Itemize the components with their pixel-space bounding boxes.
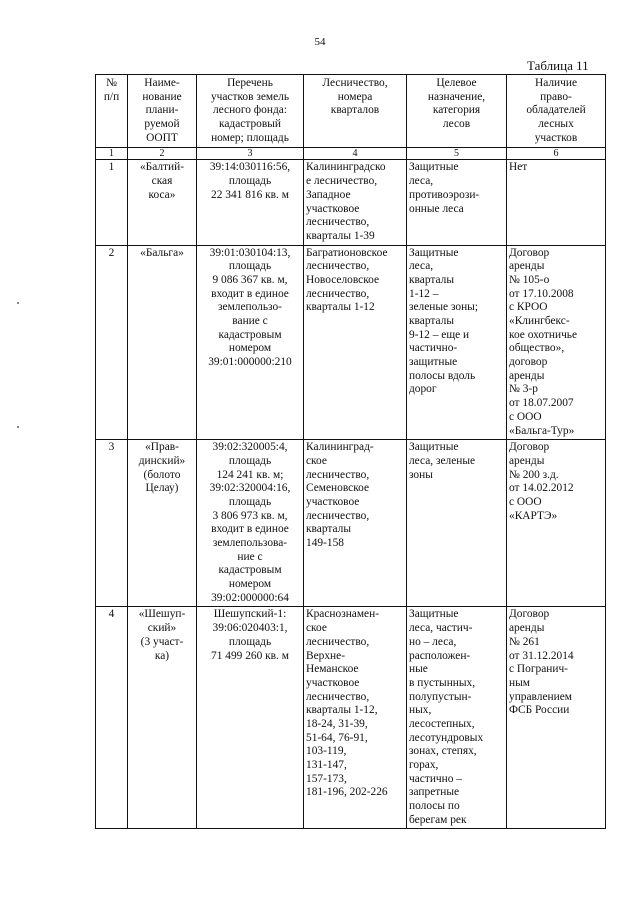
cell-line: Договор: [509, 608, 550, 621]
cell-line: 149-158: [306, 537, 344, 549]
cell-line: ское: [306, 454, 327, 467]
cell-line: Защитные: [409, 441, 459, 454]
cell-line: категория: [432, 104, 481, 117]
cell-line: номер; площадь: [211, 131, 289, 144]
cell-line: 51-64, 76-91,: [306, 731, 368, 744]
cell-line: 124 241 кв. м;: [216, 468, 284, 481]
cell-line: аренды: [509, 260, 545, 273]
cell-line: право-: [540, 90, 572, 103]
column-number-row: [96, 148, 606, 160]
cell-line: Верхне-: [306, 649, 345, 662]
cell-line: 18-24, 31-39,: [306, 717, 368, 730]
cell-line: Семеновское: [306, 482, 370, 495]
cell-line: аренды: [509, 454, 545, 467]
cell-line: участковое: [306, 676, 360, 689]
cell-line: 1: [108, 161, 115, 174]
cell-line: «КАРТЭ»: [509, 509, 558, 522]
cell-line: кварталы 1-12,: [306, 704, 378, 717]
cell-line: ское: [306, 622, 327, 635]
cell-line: участков: [534, 131, 578, 144]
cell-line: 22 341 816 кв. м: [211, 188, 289, 201]
oopt-table: [95, 74, 606, 829]
cell-line: участковое: [306, 495, 360, 508]
cell-line: 71 499 260 кв. м: [211, 649, 289, 662]
cell-line: лесотундровых: [409, 731, 484, 744]
row-number-cell: [96, 245, 128, 440]
cell-line: леса,: [409, 260, 434, 273]
cell-line: Защитные: [409, 161, 459, 174]
cell-line: Договор: [509, 246, 550, 259]
cell-line: лесов: [442, 118, 471, 131]
plots-cell: [197, 245, 304, 440]
cell-line: лесничество,: [306, 509, 370, 522]
cell-line: запретные: [409, 786, 460, 799]
cell-line: 1-12 –: [409, 287, 439, 300]
cell-line: Наличие: [534, 77, 578, 89]
cell-line: ская: [151, 175, 173, 188]
forestry-cell: [304, 245, 407, 440]
cell-line: входит в единое: [211, 523, 289, 536]
cell-line: Защитные: [409, 246, 459, 259]
cell-line: кварталы 1-12: [306, 301, 375, 314]
cell-line: кадастровым: [218, 564, 282, 577]
cell-line: лесничество,: [306, 216, 370, 229]
cell-line: ский»: [147, 622, 177, 635]
cell-line: участковое: [306, 202, 360, 215]
cell-line: 9 086 367 кв. м,: [212, 273, 288, 286]
cell-line: полупустын-: [409, 690, 472, 703]
table-caption: Таблица 11: [527, 58, 589, 73]
cell-line: с ООО: [509, 495, 542, 508]
cell-line: № 200 з.д.: [509, 468, 559, 481]
purpose-cell: [407, 440, 507, 607]
cell-line: онные леса: [409, 202, 464, 215]
column-name-header: [128, 75, 197, 148]
cell-line: динский»: [138, 454, 186, 467]
plots-cell: [197, 440, 304, 607]
cell-line: лесничество,: [306, 468, 370, 481]
table-row: [96, 607, 606, 829]
cell-line: Багратионовское: [306, 246, 388, 259]
cell-line: ка): [154, 649, 170, 662]
cell-line: площадь: [228, 260, 272, 273]
cell-line: (болото: [143, 468, 181, 481]
cell-line: лесостепных,: [409, 717, 475, 730]
cell-line: Новоселовское: [306, 273, 380, 286]
cell-line: Договор: [509, 441, 550, 454]
cell-line: ФСБ России: [509, 704, 570, 717]
cell-line: п/п: [103, 90, 120, 103]
purpose-cell: [407, 607, 507, 829]
cell-line: 39:01:000000:210: [208, 356, 292, 369]
cell-line: Нет: [509, 161, 528, 174]
purpose-cell: [407, 160, 507, 245]
cell-line: ных,: [409, 704, 432, 717]
cell-line: № 3-р: [509, 383, 538, 396]
cell-line: леса, частич-: [409, 622, 473, 635]
cell-line: с КРОО: [509, 301, 548, 314]
table-row: [96, 245, 606, 440]
table-row: [96, 440, 606, 607]
cell-line: Шешупский-1:: [213, 608, 287, 621]
cell-line: лесного фонда:: [213, 104, 287, 117]
forestry-cell: [304, 440, 407, 607]
cell-line: зеленые зоны;: [409, 301, 478, 314]
cell-line: участков земель: [210, 90, 290, 103]
page-number: 54: [314, 36, 326, 48]
purpose-cell: [407, 245, 507, 440]
cell-line: кадастровым: [218, 328, 282, 341]
cell-line: от 18.07.2007: [509, 397, 574, 410]
column-index: 3: [197, 148, 304, 160]
cell-line: №: [106, 77, 117, 89]
cell-line: номером: [228, 578, 272, 591]
column-plots-header: [197, 75, 304, 148]
column-number-header: [96, 75, 128, 148]
cell-line: 39:14:030116:56,: [209, 161, 291, 174]
cell-line: защитные: [409, 356, 458, 369]
row-number-cell: [96, 160, 128, 245]
cell-line: руемой: [144, 118, 180, 131]
cell-line: Целевое: [436, 77, 477, 89]
cell-line: Лесничество,: [322, 77, 388, 89]
forestry-cell: [304, 160, 407, 245]
cell-line: «Бальга»: [140, 246, 184, 259]
owners-cell: [507, 160, 606, 245]
cell-line: обладателей: [526, 104, 586, 117]
cell-line: лесничество,: [306, 635, 370, 648]
column-index: 4: [304, 148, 407, 160]
cell-line: зонах, степях,: [409, 745, 477, 758]
cell-line: Западное: [306, 188, 351, 201]
margin-mark: [17, 426, 19, 428]
cell-line: «Прав-: [145, 441, 179, 454]
cell-line: леса, зеленые: [409, 454, 476, 467]
cell-line: аренды: [509, 622, 545, 635]
cell-line: площадь: [228, 454, 272, 467]
cell-line: 39:02:000000:64: [211, 591, 289, 604]
column-purpose-header: [407, 75, 507, 148]
cell-line: 39:02:320005:4,: [212, 441, 288, 454]
cell-line: 39:02:320004:16,: [209, 482, 291, 495]
column-index: 6: [507, 148, 606, 160]
cell-line: ООПТ: [146, 131, 178, 144]
cell-line: Защитные: [409, 608, 459, 621]
margin-mark: [17, 302, 19, 304]
cell-line: частично-: [409, 342, 458, 355]
cell-line: № 261: [509, 635, 540, 648]
cell-line: вание с: [232, 315, 268, 327]
cell-line: кварталов: [330, 104, 380, 117]
plots-cell: [197, 160, 304, 245]
cell-line: коса»: [148, 188, 176, 201]
column-index: 2: [128, 148, 197, 160]
cell-line: 157-173,: [306, 772, 347, 785]
cell-line: 3 806 973 кв. м,: [212, 509, 288, 522]
cell-line: кадастровый: [219, 118, 281, 131]
cell-line: лесничество,: [306, 260, 370, 273]
column-index: 1: [96, 148, 128, 160]
cell-line: полосы по: [409, 800, 460, 813]
cell-line: Калининградско: [306, 161, 386, 174]
column-owners-header: [507, 75, 606, 148]
oopt-name-cell: [128, 160, 197, 245]
cell-line: ные: [409, 663, 428, 676]
cell-line: лесных: [538, 118, 574, 131]
cell-line: расположен-: [409, 649, 471, 662]
plots-cell: [197, 607, 304, 829]
column-forestry-header: [304, 75, 407, 148]
cell-line: аренды: [509, 369, 545, 382]
cell-line: Краснознамен-: [306, 608, 379, 621]
cell-line: противоэрози-: [409, 188, 480, 201]
cell-line: ние с: [237, 550, 263, 563]
cell-line: зоны: [409, 468, 433, 481]
oopt-name-cell: [128, 607, 197, 829]
cell-line: от 14.02.2012: [509, 482, 574, 495]
cell-line: от 31.12.2014: [509, 649, 574, 662]
cell-line: 103-119,: [306, 745, 347, 758]
cell-line: номера: [337, 90, 373, 103]
cell-line: номером: [228, 342, 272, 355]
cell-line: Наиме-: [144, 77, 180, 89]
cell-line: площадь: [228, 175, 272, 188]
cell-line: 131-147,: [306, 759, 347, 771]
cell-line: землепользова-: [212, 537, 288, 549]
cell-line: Целау): [145, 482, 179, 495]
owners-cell: [507, 440, 606, 607]
cell-line: «Шешуп-: [138, 608, 186, 621]
owners-cell: [507, 245, 606, 440]
cell-line: нование: [142, 90, 182, 103]
cell-line: входит в единое: [211, 287, 289, 300]
cell-line: «Бальга-Тур»: [509, 424, 575, 437]
cell-line: с Погранич-: [509, 663, 568, 676]
cell-line: назначение,: [427, 90, 486, 103]
cell-line: Перечень: [227, 77, 273, 89]
table-header-row: [96, 75, 606, 148]
oopt-name-cell: [128, 440, 197, 607]
cell-line: дорог: [409, 383, 437, 396]
cell-line: е лесничество,: [306, 175, 378, 188]
cell-line: кое охотничье: [509, 328, 578, 341]
cell-line: 2: [108, 246, 115, 259]
cell-line: договор: [509, 356, 548, 369]
cell-line: кварталы: [409, 315, 454, 327]
cell-line: лесничество,: [306, 690, 370, 703]
cell-line: частично –: [409, 772, 462, 785]
cell-line: «Балтий-: [139, 161, 185, 174]
table-row: [96, 160, 606, 245]
cell-line: с ООО: [509, 410, 542, 423]
cell-line: плани-: [145, 104, 179, 117]
cell-line: кварталы: [306, 523, 351, 536]
cell-line: леса,: [409, 175, 434, 188]
cell-line: 181-196, 202-226: [306, 786, 388, 799]
cell-line: землепользо-: [218, 301, 282, 314]
cell-line: полосы вдоль: [409, 369, 476, 382]
cell-line: 9-12 – еще и: [409, 328, 470, 341]
cell-line: Калининград-: [306, 441, 374, 454]
cell-line: 39:01:030104:13,: [209, 246, 291, 259]
cell-line: от 17.10.2008: [509, 287, 574, 300]
cell-line: Неманское: [306, 663, 359, 676]
cell-line: лесничество,: [306, 287, 370, 300]
oopt-name-cell: [128, 245, 197, 440]
forestry-cell: [304, 607, 407, 829]
cell-line: в пустынных,: [409, 676, 476, 689]
cell-line: горах,: [409, 759, 439, 771]
cell-line: № 105-о: [509, 273, 550, 286]
owners-cell: [507, 607, 606, 829]
cell-line: кварталы: [409, 273, 454, 286]
cell-line: площадь: [228, 635, 272, 648]
column-index: 5: [407, 148, 507, 160]
cell-line: площадь: [228, 495, 272, 508]
cell-line: 3: [108, 441, 115, 454]
cell-line: (3 участ-: [140, 635, 184, 648]
cell-line: «Клингбекс-: [509, 315, 570, 327]
row-number-cell: [96, 440, 128, 607]
cell-line: ным: [509, 676, 530, 689]
cell-line: 39:06:020403:1,: [212, 622, 288, 635]
cell-line: берегам рек: [409, 813, 467, 826]
cell-line: общество»,: [509, 342, 565, 355]
row-number-cell: [96, 607, 128, 829]
cell-line: управлением: [509, 690, 572, 703]
cell-line: кварталы 1-39: [306, 229, 375, 242]
cell-line: но – леса,: [409, 635, 457, 648]
cell-line: 4: [108, 608, 115, 621]
